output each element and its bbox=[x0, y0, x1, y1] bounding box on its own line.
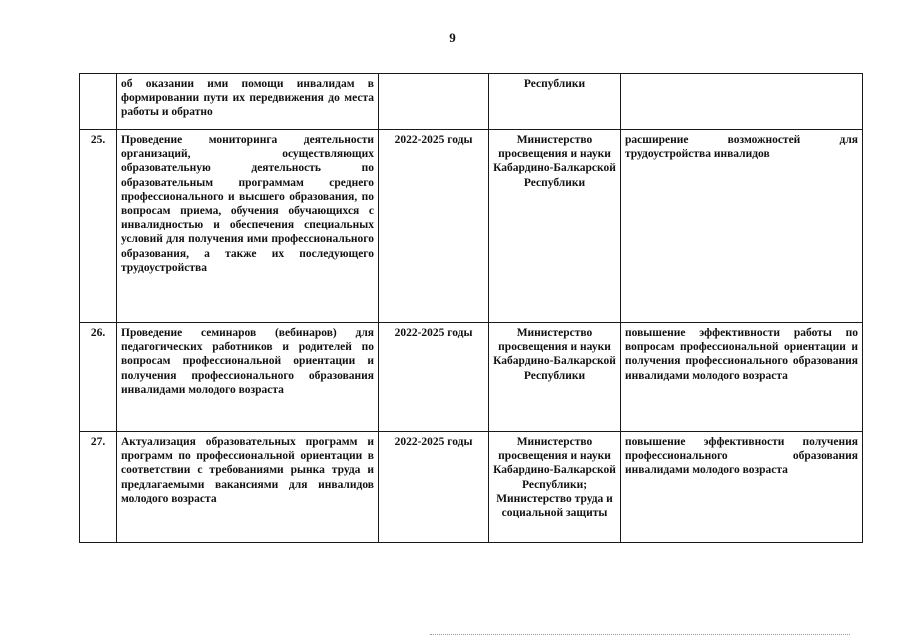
event-cell: Проведение семинаров (вебинаров) для педагогических работников и родителей по вопросам профессиональной ориентации и получения профессионального образования инвалидами молодого возраста bbox=[117, 323, 379, 432]
table-row bbox=[80, 323, 863, 432]
event-cell: Проведение мониторинга деятельности организаций, осуществляющих образовательную деятельность по образовательным программам среднего профессионального и высшего образования, по вопросам приема, обучения обучающихся с инвалидностью и обеспечения специальных условий для получения ими профессионального образования, а также их последующего трудоустройства bbox=[117, 130, 379, 323]
event-cell: об оказании ими помощи инвалидам в формировании пути их передвижения до места работы и обратно bbox=[117, 74, 379, 130]
page-number: 9 bbox=[449, 30, 456, 45]
table-row bbox=[80, 74, 863, 130]
term-cell: 2022-2025 годы bbox=[379, 130, 489, 323]
term-cell bbox=[379, 74, 489, 130]
term-cell: 2022-2025 годы bbox=[379, 323, 489, 432]
executor-cell: Республики bbox=[489, 74, 621, 130]
row-number-cell: 27. bbox=[80, 432, 117, 543]
result-cell: расширение возможностей для трудоустройства инвалидов bbox=[621, 130, 863, 323]
result-cell bbox=[621, 74, 863, 130]
table-row bbox=[80, 432, 863, 543]
row-number-cell: 26. bbox=[80, 323, 117, 432]
result-cell: повышение эффективности получения профессионального образования инвалидами молодого возраста bbox=[621, 432, 863, 543]
row-number-cell: 25. bbox=[80, 130, 117, 323]
table-row bbox=[80, 130, 863, 323]
executor-cell: Министерство просвещения и науки Кабардино-Балкарской Республики bbox=[489, 323, 621, 432]
event-cell: Актуализация образовательных программ и программ по профессиональной ориентации в соответствии с требованиями рынка труда и предлагаемыми вакансиями для инвалидов молодого возраста bbox=[117, 432, 379, 543]
activity-plan-table bbox=[79, 73, 863, 543]
result-cell: повышение эффективности работы по вопросам профессиональной ориентации и получения профессионального образования инвалидами молодого возраста bbox=[621, 323, 863, 432]
scan-artifact-line bbox=[430, 634, 850, 636]
row-number-cell bbox=[80, 74, 117, 130]
executor-cell: Министерство просвещения и науки Кабардино-Балкарской Республики; Министерство труда и социальной защиты bbox=[489, 432, 621, 543]
term-cell: 2022-2025 годы bbox=[379, 432, 489, 543]
executor-cell: Министерство просвещения и науки Кабардино-Балкарской Республики bbox=[489, 130, 621, 323]
